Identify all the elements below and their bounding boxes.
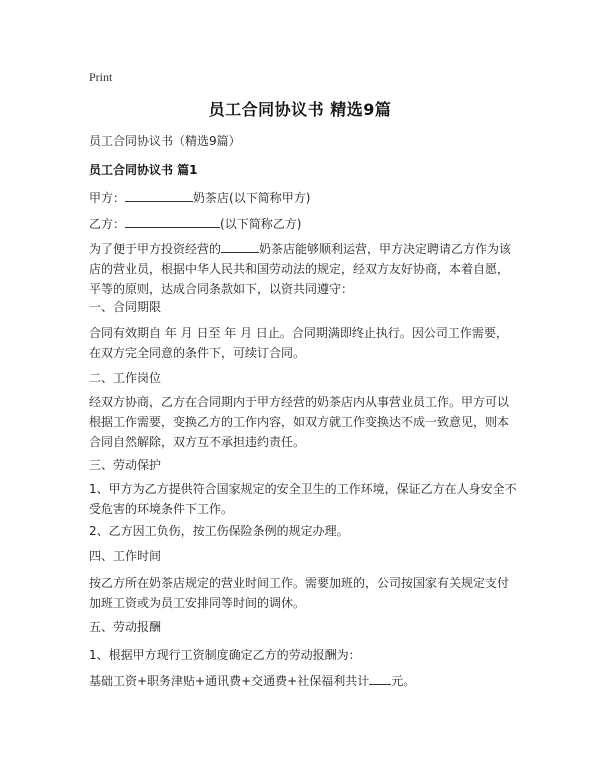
party-a-suffix: 奶茶店(以下简称甲方) (193, 191, 311, 205)
party-b-suffix: (以下简称乙方) (220, 217, 302, 231)
post-body: 经双方协商，乙方在合同期内于甲方经营的奶茶店内从事营业员工作。甲方可以根据工作需要，变换乙方的工作内容，如双方就工作变换达不成一致意见，则本合同自然解除，双方互不承担违约责任。 (89, 395, 510, 449)
party-b-label: 乙方： (89, 217, 126, 231)
pay-amount-blank (369, 670, 391, 685)
intro-part2: 奶茶店能够顺利运营，甲方决定聘请乙方作为该店的营业员，根据中华人民共和国劳动法的规定，经双方友好协商，本着自愿，平等的原则，达成合同条款如下，以资共同遵守： (89, 242, 512, 296)
post-heading: 二、工作岗位 (89, 371, 162, 385)
party-a-label: 甲方： (89, 191, 126, 205)
party-a-blank (125, 187, 193, 202)
party-b-blank (125, 213, 220, 228)
protect-body-1: 1、甲方为乙方提供符合国家规定的安全卫生的工作环境，保证乙方在人身安全不受危害的环境条件下工作。 (89, 482, 517, 516)
pay-body-2 (89, 670, 519, 691)
document-title: 员工合同协议书 精选9篇 (208, 100, 392, 119)
intro-blank (221, 238, 259, 253)
protect-body-2: 2、乙方因工负伤，按工伤保险条例的规定办理。 (89, 524, 349, 538)
intro-part1: 为了便于甲方投资经营的 (89, 242, 222, 256)
document-subtitle: 员工合同协议书（精选9篇） (89, 134, 241, 148)
pay-heading: 五、劳动报酬 (89, 620, 162, 634)
section-title: 员工合同协议书 篇1 (89, 163, 198, 177)
protect-heading: 三、劳动保护 (89, 458, 162, 472)
hours-heading: 四、工作时间 (89, 549, 162, 563)
pay-body-2-suffix: 元。 (391, 674, 416, 688)
term-body: 合同有效期自 年 月 日至 年 月 日止。合同期满即终止执行。因公司工作需要，在双方完全同意的条件下，可续订合同。 (89, 326, 508, 360)
party-a-line (89, 187, 519, 208)
party-b-line (89, 213, 519, 234)
pay-body-1: 1、根据甲方现行工资制度确定乙方的劳动报酬为： (89, 648, 361, 662)
hours-body: 按乙方所在奶茶店规定的营业时间工作。需要加班的，公司按国家有关规定支付加班工资或为员工安排同等时间的调休。 (89, 576, 510, 610)
intro-paragraph (89, 238, 519, 299)
term-heading: 一、合同期限 (89, 300, 162, 314)
pay-body-2-prefix: 基础工资+职务津贴+通讯费+交通费+社保福利共计 (89, 674, 370, 688)
print-link[interactable]: Print (89, 70, 113, 84)
